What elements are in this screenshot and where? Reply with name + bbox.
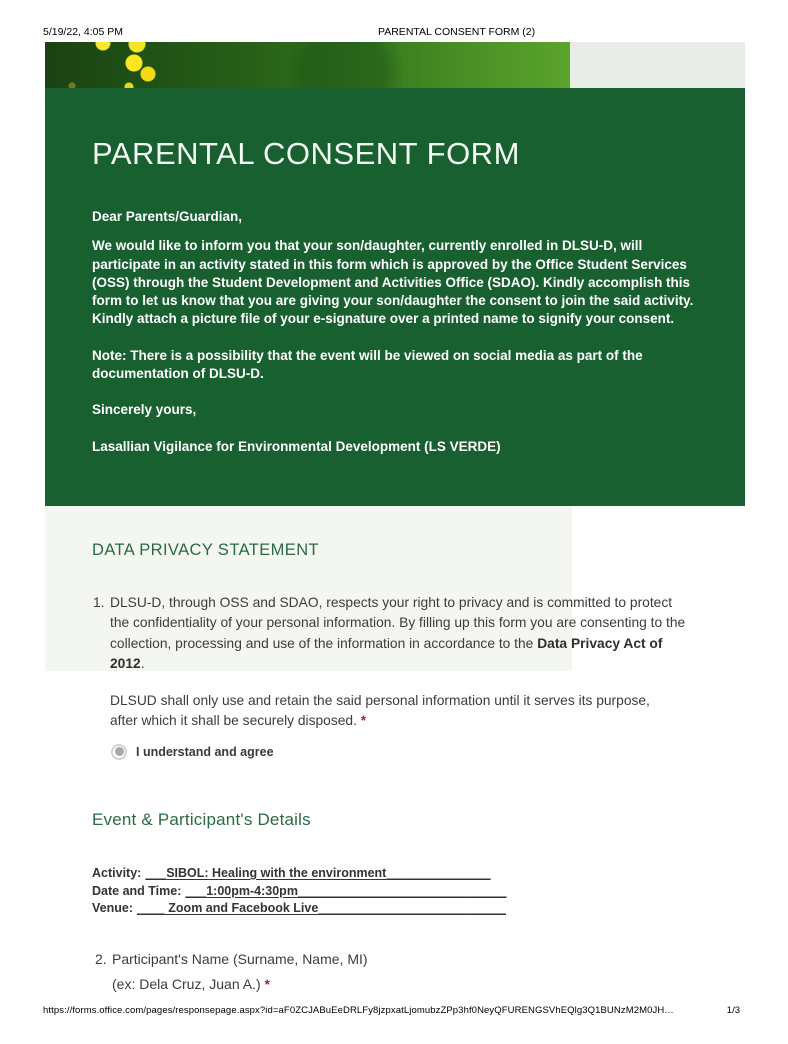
question-number: 2.: [95, 950, 107, 967]
activity-label: Activity:: [92, 865, 142, 880]
venue-label: Venue:: [92, 901, 133, 916]
print-document-title: PARENTAL CONSENT FORM (2): [378, 26, 536, 38]
event-details-fields: [92, 865, 507, 918]
datetime-field: Date and Time: ___1:00pm-4:30pm______________________________: [92, 883, 507, 898]
privacy-section-heading: DATA PRIVACY STATEMENT: [92, 540, 319, 559]
activity-field: Activity: ___SIBOL: Healing with the environment_______________: [92, 865, 491, 880]
salutation-text: Dear Parents/Guardian,: [92, 209, 243, 224]
form-body: [45, 42, 745, 1014]
retention-text: DLSUD shall only use and retain the said personal information until it serves its purpose, after which it shall be securely disposed. *: [110, 692, 650, 729]
radio-button-icon[interactable]: [111, 744, 127, 760]
banner-photo-image: [45, 42, 570, 88]
form-banner: [45, 42, 745, 88]
note-paragraph: Note: There is a possibility that the event will be viewed on social media as part of the documentation of DLSU-D.: [92, 347, 643, 382]
datetime-label: Date and Time:: [92, 883, 182, 898]
event-section-heading: Event & Participant's Details: [92, 809, 311, 829]
print-datetime: 5/19/22, 4:05 PM: [43, 26, 123, 38]
question-line2: (ex: Dela Cruz, Juan A.) *: [112, 975, 270, 992]
activity-value: SIBOL: Healing with the environment: [166, 865, 387, 880]
signatory-text: Lasallian Vigilance for Environmental Development (LS VERDE): [92, 438, 501, 454]
item-number: 1.: [93, 594, 105, 610]
question-text: [112, 947, 368, 997]
required-asterisk: *: [264, 975, 270, 992]
question-line1: Participant's Name (Surname, Name, MI): [112, 950, 368, 967]
closing-text: Sincerely yours,: [92, 402, 197, 418]
print-page-number: 1/3: [726, 1005, 740, 1016]
radio-dot: [115, 747, 124, 756]
radio-option-label: I understand and agree: [136, 744, 274, 759]
required-asterisk: *: [360, 713, 367, 729]
intro-paragraph: We would like to inform you that your son/daughter, currently enrolled in DLSU-D, will participate in an activity stated in this form which is approved by the Office Student Services (OSS) through the Student Development and Activities Office (SDAO). Kindly accomplish this form to let us know that you are giving your son/daughter the consent to join the said activity. Kindly attach a picture file of your e-signature over a printed name to signify your consent.: [92, 238, 694, 327]
banner-pale-block: [570, 42, 745, 88]
datetime-value: 1:00pm-4:30pm: [206, 883, 298, 898]
privacy-act-bold: Data Privacy Act of 2012: [110, 635, 663, 672]
participant-name-question: [95, 947, 368, 997]
venue-value: Zoom and Facebook Live: [164, 901, 319, 916]
form-title: PARENTAL CONSENT FORM: [92, 136, 520, 171]
print-footer-url: https://forms.office.com/pages/responsepage.aspx?id=aF0ZCJABuEeDRLFy8jzpxatLjomubzZPp3hf0NeyQFURENGSVhEQlg3Q1BUNzM2M0JH…: [43, 1005, 674, 1016]
privacy-statement-item: [93, 593, 693, 675]
agree-radio-option[interactable]: [111, 744, 274, 760]
form-header-block: [45, 88, 745, 506]
privacy-statement-text: DLSU-D, through OSS and SDAO, respects your right to privacy and is committed to protect the confidentiality of your personal information. By filling up this form you are consenting to the collection, processing and use of the information in accordance to the Data Privacy Act of 2012.: [110, 594, 686, 672]
venue-field: Venue: ____ Zoom and Facebook Live___________________________: [92, 901, 507, 916]
form-questions-area: [45, 506, 745, 1014]
